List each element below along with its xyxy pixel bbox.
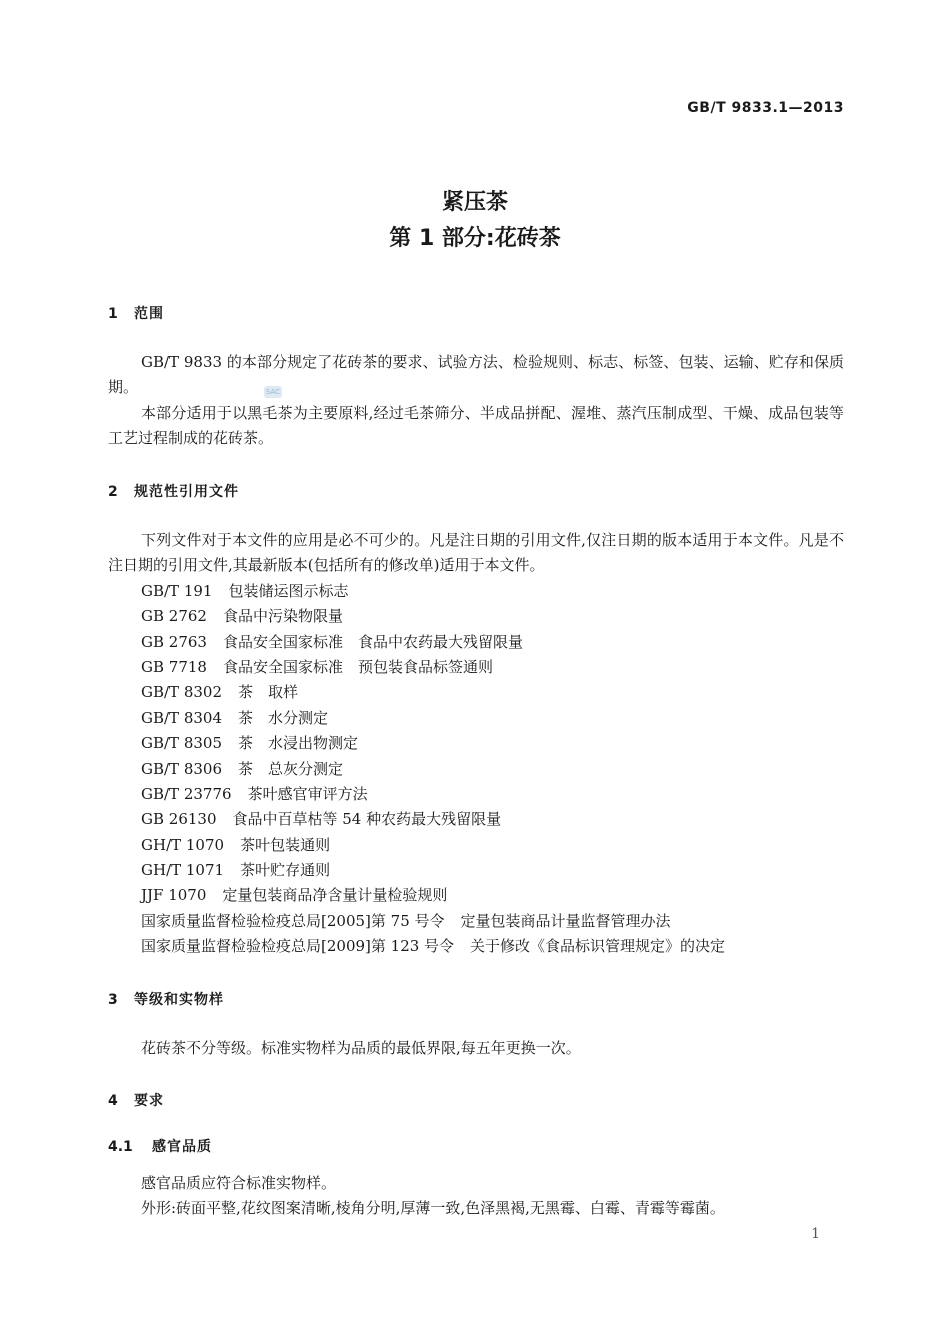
section-1-paragraph-1: GB/T 9833 的本部分规定了花砖茶的要求、试验方法、检验规则、标志、标签、包装、运输、贮存和保质期。: [108, 353, 844, 396]
reference-item: [141, 833, 330, 858]
section-number: 1: [108, 306, 118, 322]
section-2-heading: [108, 481, 239, 501]
reference-title: 食品安全国家标准 食品中农药最大残留限量: [222, 633, 523, 651]
reference-title: 食品安全国家标准 预包装食品标签通则: [222, 658, 493, 676]
reference-code: JJF 1070: [141, 886, 207, 904]
reference-title: 茶叶包装通则: [240, 836, 331, 854]
reference-code: GB 26130: [141, 810, 217, 828]
reference-code: 国家质量监督检验检疫总局[2009]第 123 号令: [141, 937, 455, 955]
subsection-title: 感官品质: [152, 1139, 212, 1155]
section-2-intro: 下列文件对于本文件的应用是必不可少的。凡是注日期的引用文件,仅注日期的版本适用于本文件。凡是不注日期的引用文件,其最新版本(包括所有的修改单)适用于本文件。: [108, 531, 844, 574]
subsection-4-1-heading: [108, 1136, 212, 1156]
reference-item: [141, 883, 447, 908]
section-number: 4: [108, 1093, 118, 1109]
reference-code: GB 2762: [141, 607, 207, 625]
reference-item: [141, 909, 671, 934]
reference-item: [141, 934, 725, 959]
reference-item: [141, 858, 330, 883]
subsection-4-1-line-1: 感官品质应符合标准实物样。: [141, 1174, 337, 1192]
reference-title: 茶 总灰分测定: [238, 760, 344, 778]
reference-item: [141, 782, 368, 807]
reference-title: 定量包装商品净含量计量检验规则: [222, 886, 448, 904]
reference-item: [141, 655, 493, 680]
reference-title: 茶 取样: [238, 683, 299, 701]
reference-item: [141, 680, 298, 705]
doc-subtitle: 第 1 部分:花砖茶: [389, 226, 561, 251]
reference-title: 包装储运图示标志: [228, 582, 349, 600]
section-title: 规范性引用文件: [134, 484, 239, 500]
reference-title: 茶叶感官审评方法: [247, 785, 368, 803]
reference-code: GB/T 23776: [141, 785, 232, 803]
reference-title: 定量包装商品计量监督管理办法: [460, 912, 671, 930]
section-1-paragraph-2: 本部分适用于以黑毛茶为主要原料,经过毛茶筛分、半成品拼配、渥堆、蒸汽压制成型、干燥、成品包装等工艺过程制成的花砖茶。: [108, 404, 844, 447]
reference-code: GB/T 8306: [141, 760, 223, 778]
reference-code: GB/T 191: [141, 582, 213, 600]
section-3-paragraph: 花砖茶不分等级。标准实物样为品质的最低界限,每五年更换一次。: [141, 1039, 581, 1057]
section-title: 要求: [134, 1093, 164, 1109]
section-1-heading: [108, 303, 164, 323]
standard-number: GB/T 9833.1—2013: [687, 100, 844, 116]
reference-title: 食品中污染物限量: [222, 607, 343, 625]
reference-item: [141, 579, 348, 604]
reference-code: GB/T 8304: [141, 709, 223, 727]
section-4-heading: [108, 1090, 164, 1110]
doc-title: 紧压茶: [441, 190, 508, 215]
reference-title: 茶叶贮存通则: [240, 861, 331, 879]
section-title: 范围: [134, 306, 164, 322]
reference-code: GB/T 8305: [141, 734, 223, 752]
reference-item: [141, 604, 343, 629]
reference-item: [141, 757, 343, 782]
reference-item: [141, 706, 328, 731]
reference-item: [141, 731, 358, 756]
reference-code: GB 7718: [141, 658, 207, 676]
reference-title: 关于修改《食品标识管理规定》的决定: [470, 937, 726, 955]
reference-item: [141, 807, 501, 832]
reference-title: 茶 水分测定: [238, 709, 329, 727]
reference-code: GB 2763: [141, 633, 207, 651]
section-3-heading: [108, 989, 224, 1009]
section-number: 3: [108, 992, 118, 1008]
reference-code: GH/T 1071: [141, 861, 225, 879]
section-number: 2: [108, 484, 118, 500]
reference-code: GH/T 1070: [141, 836, 225, 854]
sac-watermark-logo: SAC: [265, 388, 281, 396]
reference-title: 食品中百草枯等 54 种农药最大残留限量: [232, 810, 502, 828]
reference-code: 国家质量监督检验检疫总局[2005]第 75 号令: [141, 912, 445, 930]
reference-title: 茶 水浸出物测定: [238, 734, 359, 752]
subsection-number: 4.1: [108, 1139, 133, 1155]
subsection-4-1-line-2: 外形:砖面平整,花纹图案清晰,棱角分明,厚薄一致,色泽黑褐,无黑霉、白霉、青霉等霉菌。: [141, 1199, 725, 1217]
reference-code: GB/T 8302: [141, 683, 223, 701]
section-title: 等级和实物样: [134, 992, 224, 1008]
reference-item: [141, 630, 523, 655]
page-number: 1: [811, 1226, 820, 1242]
